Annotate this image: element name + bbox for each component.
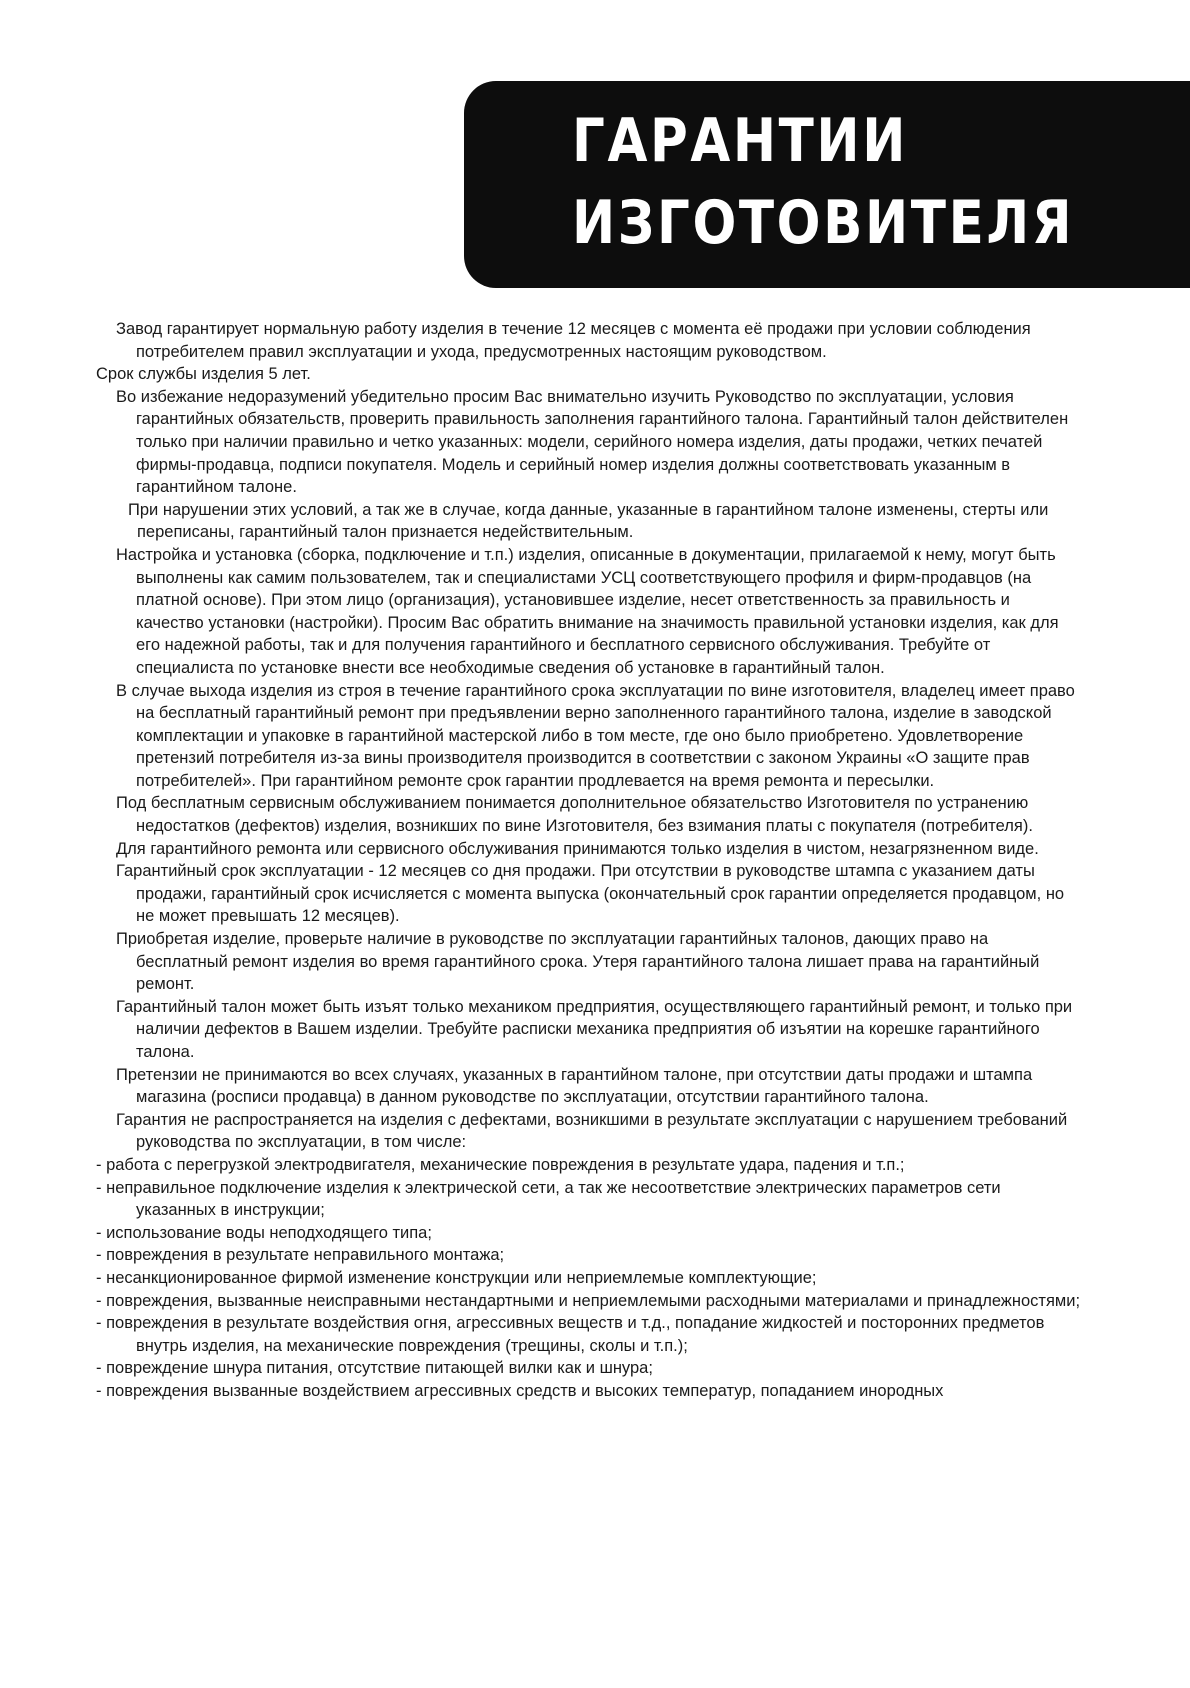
warranty-text [96,318,1081,1403]
list-item: - несанкционированное фирмой изменение конструкции или неприемлемые комплектующие; [96,1268,817,1287]
paragraph: Завод гарантирует нормальную работу изделия в течение 12 месяцев с момента её продажи при условии соблюдения потребителем правил эксплуатации и ухода, предусмотренных настоящим руководством. [116,320,1031,361]
paragraph: Под бесплатным сервисным обслуживанием понимается дополнительное обязательство Изготовителя по устранению недостатков (дефектов) изделия, возникших по вине Изготовителя, без взимания платы с покупателя (потребителя). [116,794,1033,836]
list-item: - повреждения вызванные воздействием агрессивных средств и высоких температур, попаданием инородных [96,1381,944,1400]
paragraph: Гарантийный срок эксплуатации - 12 месяцев со дня продажи. При отсутствии в руководстве штампа с указанием даты продажи, гарантийный срок исчисляется с момента выпуска (окончательный срок гарантии определяется продавцом, но не может превышать 12 месяцев). [116,862,1065,926]
list-item: - работа с перегрузкой электродвигателя, механические повреждения в результате удара, падения и т.п.; [96,1155,905,1174]
paragraph: Срок службы изделия 5 лет. [96,365,311,384]
paragraph: Для гарантийного ремонта или сервисного обслуживания принимаются только изделия в чистом, незагрязненном виде. [116,839,1039,858]
list-item: - использование воды неподходящего типа; [96,1223,432,1242]
paragraph: Претензии не принимаются во всех случаях, указанных в гарантийном талоне, при отсутствии даты продажи и штампа магазина (росписи продавца) в данном руководстве по эксплуатации, отсутствии гарантийного талона. [116,1065,1033,1107]
paragraph: Во избежание недоразумений убедительно просим Вас внимательно изучить Руководство по эксплуатации, условия гарантийных обязательств, проверить правильность заполнения гарантийного талона. Гарантийный талон действителен только при наличии правильно и четко указанных: модели, серийного номера изделия, даты продажи, четких печатей фирмы-продавца, подписи покупателя. Модель и серийный номер изделия должны соответствовать указанным в гарантийном талоне. [116,387,1069,497]
paragraph: В случае выхода изделия из строя в течение гарантийного срока эксплуатации по вине изготовителя, владелец имеет право на бесплатный гарантийный ремонт при предъявлении верно заполненного гарантийного талона, изделие в заводской комплектации и упаковке в гарантийной мастерской либо в том месте, где оно было приобретено. Удовлетворение претензий потребителя из-за вины производителя производится в соответствии с законом Украины «О защите прав потребителей». При гарантийном ремонте срок гарантии продлевается на время ремонта и пересылки. [116,681,1075,790]
paragraph: Гарантийный талон может быть изъят только механиком предприятия, осуществляющего гарантийный ремонт, и только при наличии дефектов в Вашем изделии. Требуйте расписки механика предприятия об изъятии на корешке гарантийного талона. [116,997,1073,1061]
page-title-line-1: ГАРАНТИИ [572,106,908,176]
paragraph: Настройка и установка (сборка, подключение и т.п.) изделия, описанные в документации, прилагаемой к нему, могут быть выполнены как самим пользователем, так и специалистами УСЦ соответствующего профиля и фирм-продавцов (на платной основе). При этом лицо (организация), установившее изделие, несет ответственность за правильность и качество установки (настройки). Просим Вас обратить внимание на значимость правильной установки изделия, как для его надежной работы, так и для получения гарантийного и бесплатного сервисного обслуживания. Требуйте от специалиста по установке внести все необходимые сведения об установке в гарантийный талон. [116,545,1059,677]
paragraph: Приобретая изделие, проверьте наличие в руководстве по эксплуатации гарантийных талонов, дающих право на бесплатный ремонт изделия во время гарантийного срока. Утеря гарантийного талона лишает права на гарантийный ремонт. [116,930,1040,994]
page-title-line-2: ИЗГОТОВИТЕЛЯ [572,188,1075,258]
list-item: - неправильное подключение изделия к электрической сети, а так же несоответствие электрических параметров сети указанных в инструкции; [96,1178,1001,1220]
list-item: - повреждения в результате неправильного монтажа; [96,1246,505,1265]
paragraph: При нарушении этих условий, а так же в случае, когда данные, указанные в гарантийном талоне изменены, стерты или переписаны, гарантийный талон признается недействительным. [128,500,1049,542]
list-item: - повреждения в результате воздействия огня, агрессивных веществ и т.д., попадание жидкостей и посторонних предметов внутрь изделия, на механические повреждения (трещины, сколы и т.п.); [96,1314,1045,1355]
list-item: - повреждение шнура питания, отсутствие питающей вилки как и шнура; [96,1359,653,1378]
paragraph: Гарантия не распространяется на изделия с дефектами, возникшими в результате эксплуатации с нарушением требований руководства по эксплуатации, в том числе: [116,1110,1068,1152]
list-item: - повреждения, вызванные неисправными нестандартными и неприемлемыми расходными материалами и принадлежностями; [96,1291,1081,1310]
title-banner [464,81,1190,288]
